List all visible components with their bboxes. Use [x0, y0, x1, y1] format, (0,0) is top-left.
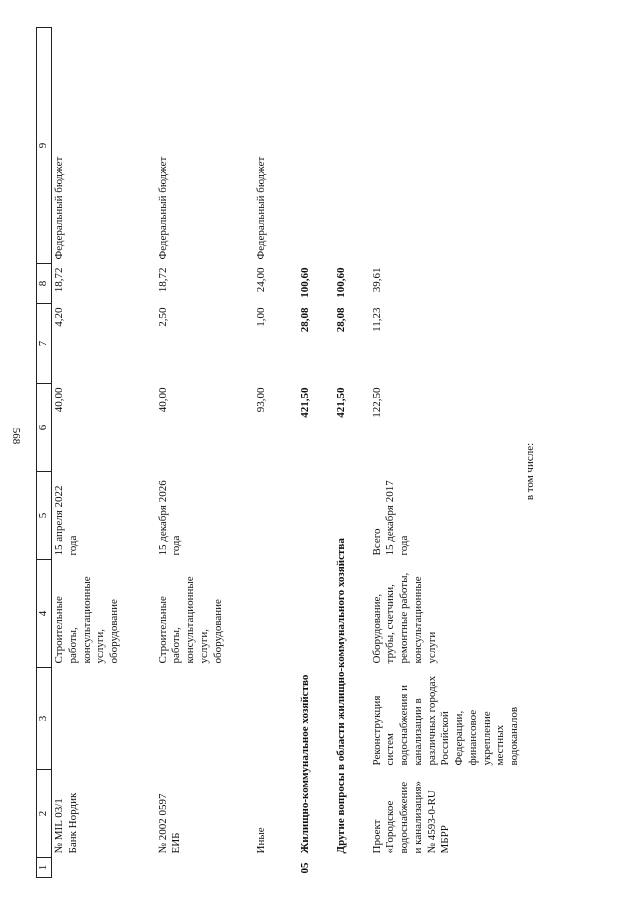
amount-cell: 18,72 [53, 267, 65, 293]
date-cell: Всего 15 декабря 2017 года [370, 480, 410, 556]
table-row [523, 28, 547, 878]
amount-cell: 24,00 [254, 267, 267, 293]
loan-id-cell: № 2002 0597 ЕИБ [156, 793, 183, 854]
col-header-3: 3 [37, 668, 52, 770]
amount-cell: 122,50 [370, 387, 383, 418]
col-header-7: 7 [37, 304, 52, 384]
description-cell: Реконструкция систем водоснабжения и канализации в различных городах Российской Федерации, финансовое укрепление местных водоканалов [370, 675, 520, 766]
amount-cell: 100,60 [334, 267, 347, 298]
section-title: Жилищно-коммунальное хозяйство [298, 674, 311, 854]
col-header-2: 2 [37, 770, 52, 858]
amount-cell: 28,08 [298, 307, 311, 333]
amount-cell: 2,50 [156, 307, 169, 327]
amount-cell: 18,72 [156, 267, 169, 293]
including-note: в том числе: [523, 442, 536, 501]
lender-cell: Иные [254, 827, 267, 854]
amount-cell: 39,61 [370, 267, 383, 293]
date-cell: 15 апреля 2022 года [53, 485, 79, 556]
rotated-page [36, 28, 596, 878]
subsection-title: Другие вопросы в области жилищно-коммунального хозяйства [334, 538, 347, 854]
project-cell: Проект «Городское водоснабжение и канализация» № 4593-0-RU МБРР [370, 781, 452, 854]
amount-cell: 1,00 [254, 307, 267, 327]
section-code: 05 [298, 862, 311, 874]
col-header-8: 8 [37, 264, 52, 304]
amount-cell: 421,50 [334, 387, 347, 418]
table-row [254, 28, 298, 878]
section-row [298, 28, 334, 878]
col-header-1: 1 [37, 858, 52, 878]
source-cell: Федеральный бюджет [254, 156, 267, 260]
col-header-5: 5 [37, 472, 52, 560]
amount-cell: 40,00 [53, 387, 65, 413]
amount-cell: 100,60 [298, 267, 311, 298]
table-row [52, 28, 156, 878]
purpose-cell: Строительные работы, консультационные услуги, оборудование [53, 576, 120, 664]
amount-cell: 93,00 [254, 387, 267, 413]
source-cell: Федеральный бюджет [53, 156, 65, 260]
header-row [37, 28, 52, 878]
purpose-cell: Строительные работы, консультационные услуги, оборудование [156, 576, 224, 664]
source-cell: Федеральный бюджет [156, 156, 169, 260]
col-header-6: 6 [37, 384, 52, 472]
col-header-4: 4 [37, 560, 52, 668]
purpose-cell: Оборудование, трубы, счетчики, ремонтные работы, консультационные услуги [370, 572, 438, 664]
table-row [156, 28, 254, 878]
amount-cell: 28,08 [334, 307, 347, 333]
table-row [370, 28, 523, 878]
page-number: 568 [10, 427, 22, 445]
amount-cell: 11,23 [370, 307, 383, 332]
budget-table [36, 27, 547, 878]
loan-id-cell: № MIL 03/1 Банк Нордик [53, 792, 79, 854]
col-header-9: 9 [37, 28, 52, 264]
subsection-row [334, 28, 370, 878]
amount-cell: 40,00 [156, 387, 169, 413]
amount-cell: 4,20 [53, 307, 65, 327]
date-cell: 15 декабря 2026 года [156, 480, 183, 556]
amount-cell: 421,50 [298, 387, 311, 418]
